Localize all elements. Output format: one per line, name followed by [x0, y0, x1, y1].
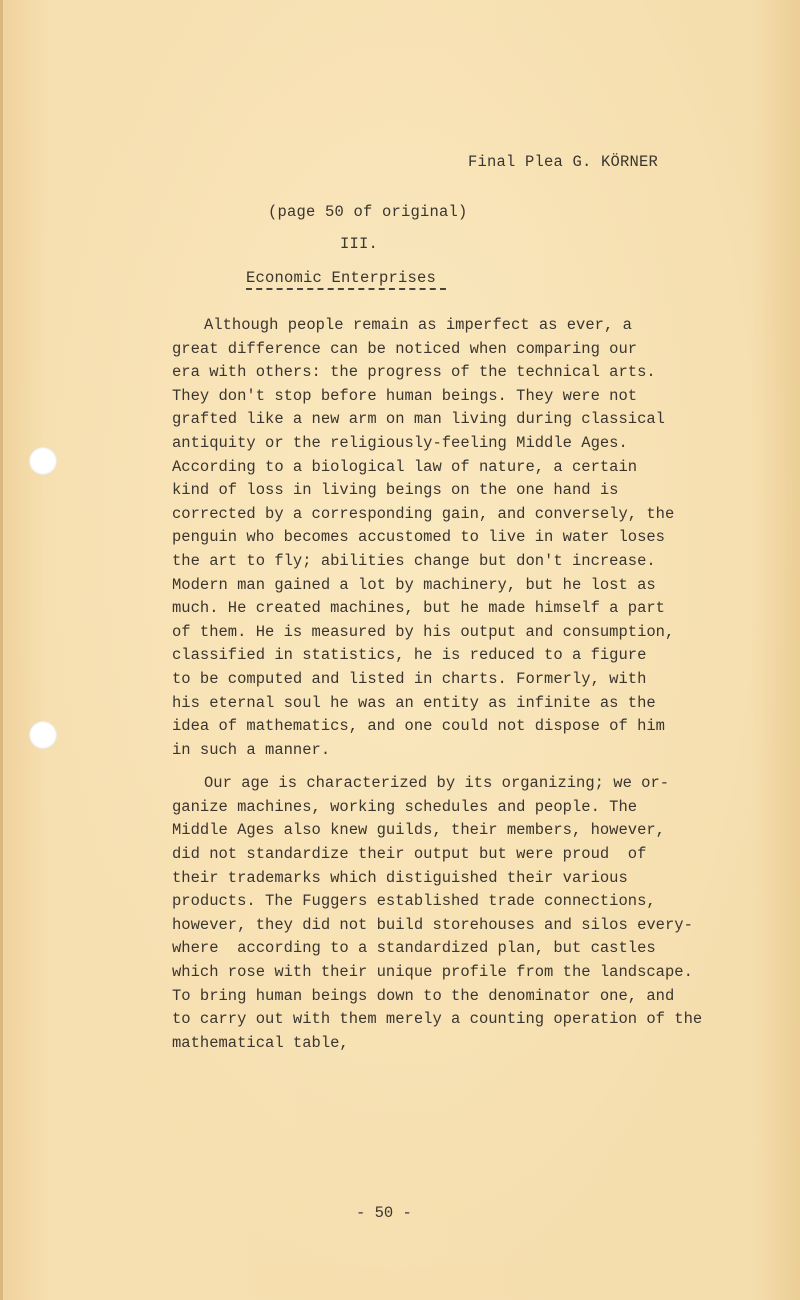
- text-line: their trademarks which distiguished their various: [172, 868, 628, 887]
- document-reference: Final Plea G. KÖRNER: [468, 153, 659, 171]
- text-line: They don't stop before human beings. They were not: [172, 386, 638, 405]
- text-line: great difference can be noticed when comparing our: [172, 339, 638, 358]
- text-line: Although people remain as imperfect as ever, a: [204, 316, 632, 334]
- text-line: to be computed and listed in charts. Formerly, with: [172, 669, 647, 688]
- text-line: ganize machines, working schedules and people. The: [172, 797, 638, 816]
- text-line: Middle Ages also knew guilds, their members, however,: [172, 821, 665, 840]
- punch-hole-upper: [29, 447, 57, 475]
- text-line: which rose with their unique profile from the landscape.: [172, 963, 693, 982]
- punch-hole-lower: [29, 721, 57, 749]
- section-title: Economic Enterprises: [246, 269, 437, 287]
- text-line: to carry out with them merely a counting operation of the: [172, 1010, 703, 1029]
- text-line: antiquity or the religiously-feeling Middle Ages.: [172, 433, 628, 452]
- body-text: [172, 314, 772, 1055]
- text-line: his eternal soul he was an entity as infinite as the: [172, 693, 656, 712]
- text-line: where according to a standardized plan, but castles: [172, 939, 656, 958]
- paper-edge: [0, 0, 3, 1300]
- text-line: of them. He is measured by his output and consumption,: [172, 622, 675, 641]
- text-line: penguin who becomes accustomed to live in water loses: [172, 528, 665, 547]
- text-line: Our age is characterized by its organizing; we or-: [204, 774, 670, 793]
- page-number: - 50 -: [356, 1204, 412, 1222]
- section-number: III.: [340, 235, 379, 253]
- text-line: grafted like a new arm on man living during classical: [172, 410, 665, 429]
- text-line: kind of loss in living beings on the one hand is: [172, 481, 619, 500]
- text-line: According to a biological law of nature, a certain: [172, 457, 638, 476]
- text-line: To bring human beings down to the denominator one, and: [172, 986, 675, 1005]
- text-line: the art to fly; abilities change but don't increase.: [172, 551, 656, 570]
- paragraph-1: [172, 314, 772, 762]
- text-line: in such a manner.: [172, 740, 331, 759]
- original-page-reference: (page 50 of original): [268, 203, 468, 221]
- text-line: did not standardize their output but were proud of: [172, 845, 647, 864]
- section-title-underline: [246, 288, 446, 290]
- text-line: era with others: the progress of the technical arts.: [172, 363, 656, 382]
- paragraph-2: [172, 772, 772, 1055]
- text-line: products. The Fuggers established trade connections,: [172, 892, 656, 911]
- text-line: classified in statistics, he is reduced to a figure: [172, 646, 647, 665]
- text-line: Modern man gained a lot by machinery, but he lost as: [172, 575, 656, 594]
- text-line: much. He created machines, but he made himself a part: [172, 599, 665, 618]
- text-line: mathematical table,: [172, 1033, 349, 1052]
- text-line: idea of mathematics, and one could not dispose of him: [172, 717, 665, 736]
- text-line: corrected by a corresponding gain, and conversely, the: [172, 504, 675, 523]
- text-line: however, they did not build storehouses and silos every-: [172, 915, 693, 934]
